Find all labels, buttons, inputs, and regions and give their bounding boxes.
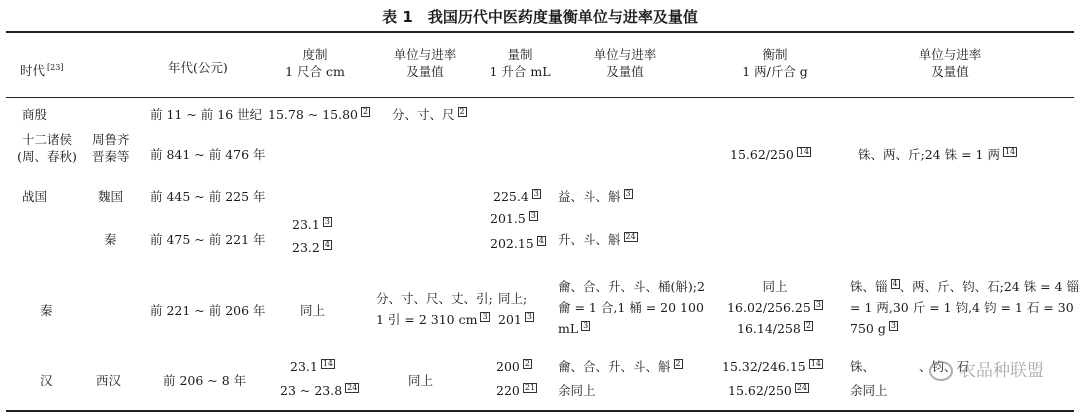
zhou-sub-2: 晋秦等 <box>92 149 130 164</box>
zhou-sub-1: 周鲁齐 <box>92 132 130 147</box>
header-weight-unit: 1 两/斤合 g <box>742 64 808 79</box>
zhou-weight-units <box>858 146 1017 163</box>
qin-volume-1: 同上; <box>498 291 528 306</box>
header-length-units <box>375 46 475 80</box>
qin-weight-units-1: 铢、锱 4 、两、斤、钧、石;24 铢 = 4 锱 <box>850 278 1080 294</box>
shang-years: 前 11 ~ 前 16 世纪 <box>150 107 263 122</box>
han-length-units: 同上 <box>408 373 434 388</box>
qinstate-length-a: 23.1 3 <box>292 216 330 232</box>
qin-weight-2: 16.02/256.25 3 <box>727 299 821 315</box>
zhou-weight-units-value: 铢、两、斤;24 铢 = 1 两 <box>858 147 1000 162</box>
qin-length-units-1: 分、寸、尺、丈、引; <box>376 291 493 306</box>
header-volume-unit: 1 升合 mL <box>489 64 551 79</box>
qin-era: 秦 <box>40 303 53 318</box>
han-weight-units-2: 余同上 <box>850 383 888 398</box>
qin-volume-units-1: 龠、合、升、斗、桶(斛);2 <box>558 279 705 294</box>
qinstate-sub: 秦 <box>104 232 117 247</box>
qinstate-volume-units-value: 升、斗、斛 <box>558 232 621 247</box>
han-length-b: 23 ~ 23.8 24 <box>280 382 358 398</box>
header-length-units-2: 及量值 <box>406 64 444 79</box>
qin-volume <box>498 290 534 328</box>
han-volume <box>496 358 537 399</box>
table-title: 表 1 我国历代中医药度量衡单位与进率及量值 <box>382 8 698 26</box>
qinstate-length <box>292 216 332 256</box>
qinstate-volume-b: 202.15 4 <box>490 235 544 251</box>
shang-length-units-value: 分、寸、尺 <box>392 107 455 122</box>
han-weight-units-1: 铢、 、钧、石 <box>850 359 970 374</box>
han-volume-units-2: 余同上 <box>558 383 596 398</box>
han-era: 汉 <box>40 373 53 388</box>
zhou-era-1: 十二诸侯 <box>21 132 72 147</box>
wei-sub: 魏国 <box>98 189 124 204</box>
shang-era: 商殷 <box>22 107 48 122</box>
zhou-sub <box>92 131 130 165</box>
header-era-ref: [23] <box>47 63 64 72</box>
qin-weight-units-3: 750 g 3 <box>850 320 896 336</box>
zhou-weight <box>730 146 811 163</box>
qin-weight <box>710 276 840 339</box>
header-length-units-1: 单位与进率 <box>393 47 457 62</box>
shang-length-ref: 2 <box>363 106 369 116</box>
wechat-icon <box>929 361 953 381</box>
qinstate-volume <box>490 210 546 252</box>
wei-volume-value: 225.4 <box>493 189 529 204</box>
zhou-weight-units-ref: 14 <box>1004 146 1016 156</box>
qin-length-units-2: 1 引 = 2 310 cm 3 <box>376 311 488 327</box>
zhou-era <box>12 131 82 165</box>
watermark <box>929 356 1044 381</box>
header-weight-units-2: 及量值 <box>931 64 969 79</box>
header-volume-units <box>575 46 675 80</box>
shang-length-value: 15.78 ~ 15.80 <box>268 107 358 122</box>
shang-length <box>268 106 370 123</box>
header-volume-units-2: 及量值 <box>606 64 644 79</box>
wei-years: 前 445 ~ 前 225 年 <box>150 189 266 204</box>
qin-years: 前 221 ~ 前 206 年 <box>150 303 266 318</box>
zhou-weight-ref: 14 <box>798 146 810 156</box>
han-weight <box>722 358 823 399</box>
top-rule <box>6 31 1074 33</box>
wei-volume-units <box>558 188 633 205</box>
header-weight-units-1: 单位与进率 <box>918 47 982 62</box>
wei-volume <box>493 188 541 205</box>
qin-length: 同上 <box>300 303 326 318</box>
header-volume <box>480 46 560 80</box>
header-length-title: 度制 <box>302 47 328 62</box>
qinstate-years: 前 475 ~ 前 221 年 <box>150 232 266 247</box>
han-volume-units-1: 龠、合、升、斗、斛 2 <box>558 358 681 374</box>
han-sub: 西汉 <box>96 373 122 388</box>
header-length <box>265 46 365 80</box>
qin-volume-units-3: mL 3 <box>558 320 589 336</box>
header-weight-title: 衡制 <box>762 47 788 62</box>
wei-era: 战国 <box>22 189 48 204</box>
header-years: 年代(公元) <box>168 60 228 75</box>
header-rule <box>6 97 1074 98</box>
bottom-rule <box>6 410 1074 412</box>
header-weight-units <box>900 46 1000 80</box>
han-weight-a: 15.32/246.15 14 <box>722 358 821 374</box>
shang-length-units-ref: 2 <box>459 106 465 116</box>
qinstate-length-b: 23.2 4 <box>292 239 330 255</box>
qin-weight-1: 同上 <box>762 279 788 294</box>
han-length <box>280 358 359 399</box>
qinstate-volume-units-ref: 24 <box>625 231 636 241</box>
qin-volume-units <box>558 276 705 339</box>
header-era <box>20 59 63 79</box>
header-era-label: 时代 <box>20 63 46 79</box>
qin-volume-units-2: 龠 = 1 合,1 桶 = 20 100 <box>558 300 704 315</box>
qin-length-units <box>376 290 493 328</box>
wei-volume-ref: 3 <box>533 188 539 198</box>
zhou-years: 前 841 ~ 前 476 年 <box>150 147 266 162</box>
han-volume-a: 200 2 <box>496 358 530 374</box>
wei-volume-units-value: 益、斗、斛 <box>558 189 621 204</box>
qinstate-volume-a: 201.5 3 <box>490 210 536 226</box>
han-length-a: 23.1 14 <box>290 358 334 374</box>
qin-weight-3: 16.14/258 2 <box>737 320 811 336</box>
han-volume-b: 220 21 <box>496 382 536 398</box>
zhou-weight-value: 15.62/250 <box>730 147 794 162</box>
header-weight <box>720 46 830 80</box>
han-years: 前 206 ~ 8 年 <box>163 373 247 388</box>
wei-volume-units-ref: 3 <box>625 188 631 198</box>
shang-length-units <box>392 106 467 123</box>
han-volume-units <box>558 358 683 399</box>
header-volume-title: 量制 <box>507 47 533 62</box>
header-length-unit: 1 尺合 cm <box>285 64 345 79</box>
qin-volume-2: 201 3 <box>498 311 532 327</box>
qin-weight-units <box>850 276 1079 339</box>
qinstate-volume-units <box>558 231 638 248</box>
zhou-era-2: (周、春秋) <box>17 149 77 164</box>
qin-weight-units-2: = 1 两,30 斤 = 1 钧,4 钧 = 1 石 = 30 <box>850 300 1074 315</box>
watermark-text: 农品种联盟 <box>959 361 1044 381</box>
han-weight-b: 15.62/250 24 <box>728 382 808 398</box>
header-volume-units-1: 单位与进率 <box>593 47 657 62</box>
